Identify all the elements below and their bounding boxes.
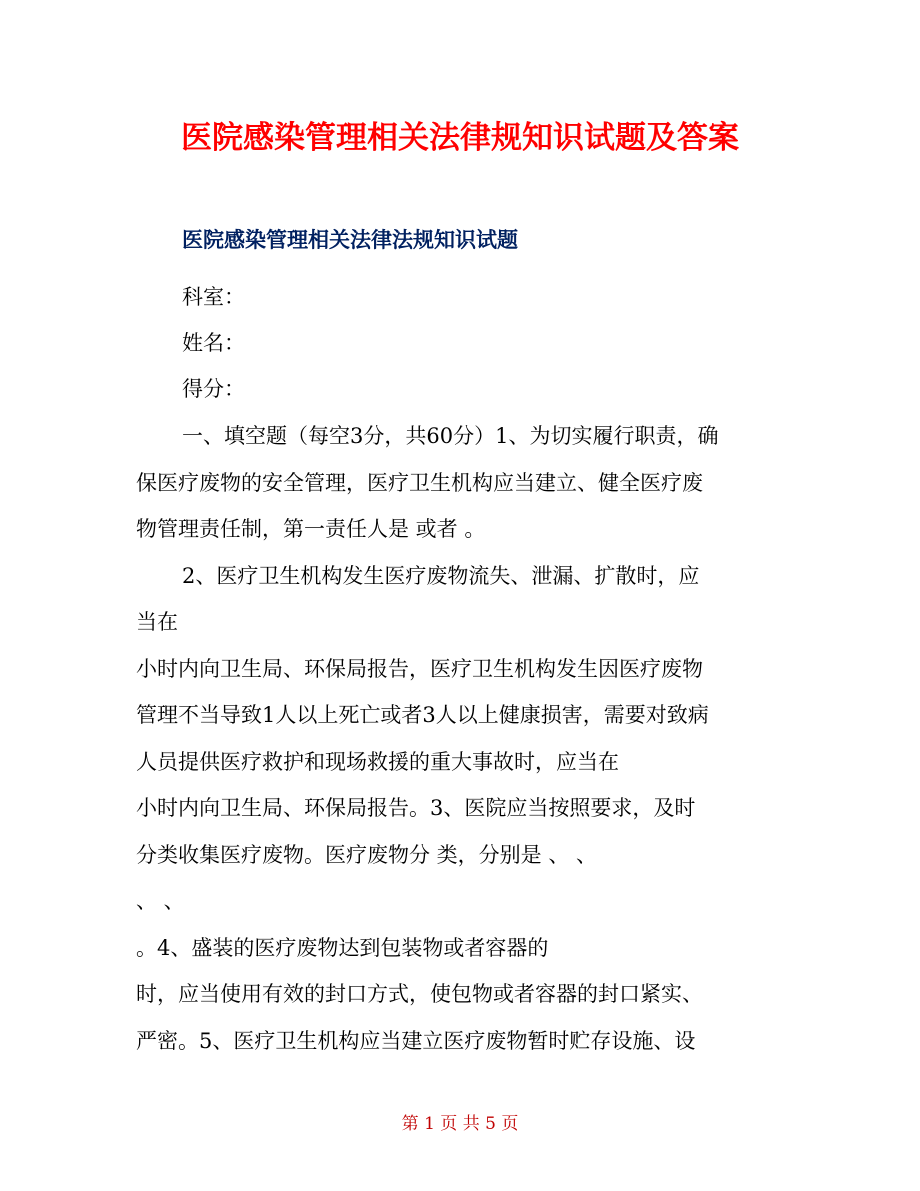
body-line: 。4、盛装的医疗废物达到包装物或者容器的 xyxy=(136,936,549,960)
score-field-label: 得分： xyxy=(182,377,245,401)
body-line: 分类收集医疗废物。医疗废物分 类，分别是 、 、 xyxy=(136,843,598,867)
body-line: 当在 xyxy=(136,610,178,634)
body-line: 物管理责任制，第一责任人是 或者 。 xyxy=(136,517,486,541)
body-line: 2、医疗卫生机构发生医疗废物流失、泄漏、扩散时，应 xyxy=(182,564,700,588)
body-line: 时，应当使用有效的封口方式，使包物或者容器的封口紧实、 xyxy=(136,982,703,1006)
body-line: 人员提供医疗救护和现场救援的重大事故时，应当在 xyxy=(136,750,619,774)
name-field-label: 姓名： xyxy=(182,331,245,355)
body-line: 保医疗废物的安全管理，医疗卫生机构应当建立、健全医疗废 xyxy=(136,471,703,495)
department-field-label: 科室： xyxy=(182,285,245,309)
body-line: 小时内向卫生局、环保局报告，医疗卫生机构发生因医疗废物 xyxy=(136,657,703,681)
body-line: 严密。5、医疗卫生机构应当建立医疗废物暂时贮存设施、设 xyxy=(136,1029,696,1053)
body-line: 、 、 xyxy=(136,889,185,913)
body-line: 管理不当导致1人以上死亡或者3人以上健康损害，需要对致病 xyxy=(136,703,709,727)
document-title: 医院感染管理相关法律规知识试题及答案 xyxy=(181,120,739,156)
section-title: 医院感染管理相关法律法规知识试题 xyxy=(182,228,518,252)
page-footer: 第 1 页 共 5 页 xyxy=(401,1114,519,1134)
body-line: 小时内向卫生局、环保局报告。3、医院应当按照要求，及时 xyxy=(136,796,696,820)
body-line: 一、填空题（每空3分，共60分）1、为切实履行职责，确 xyxy=(182,424,719,448)
